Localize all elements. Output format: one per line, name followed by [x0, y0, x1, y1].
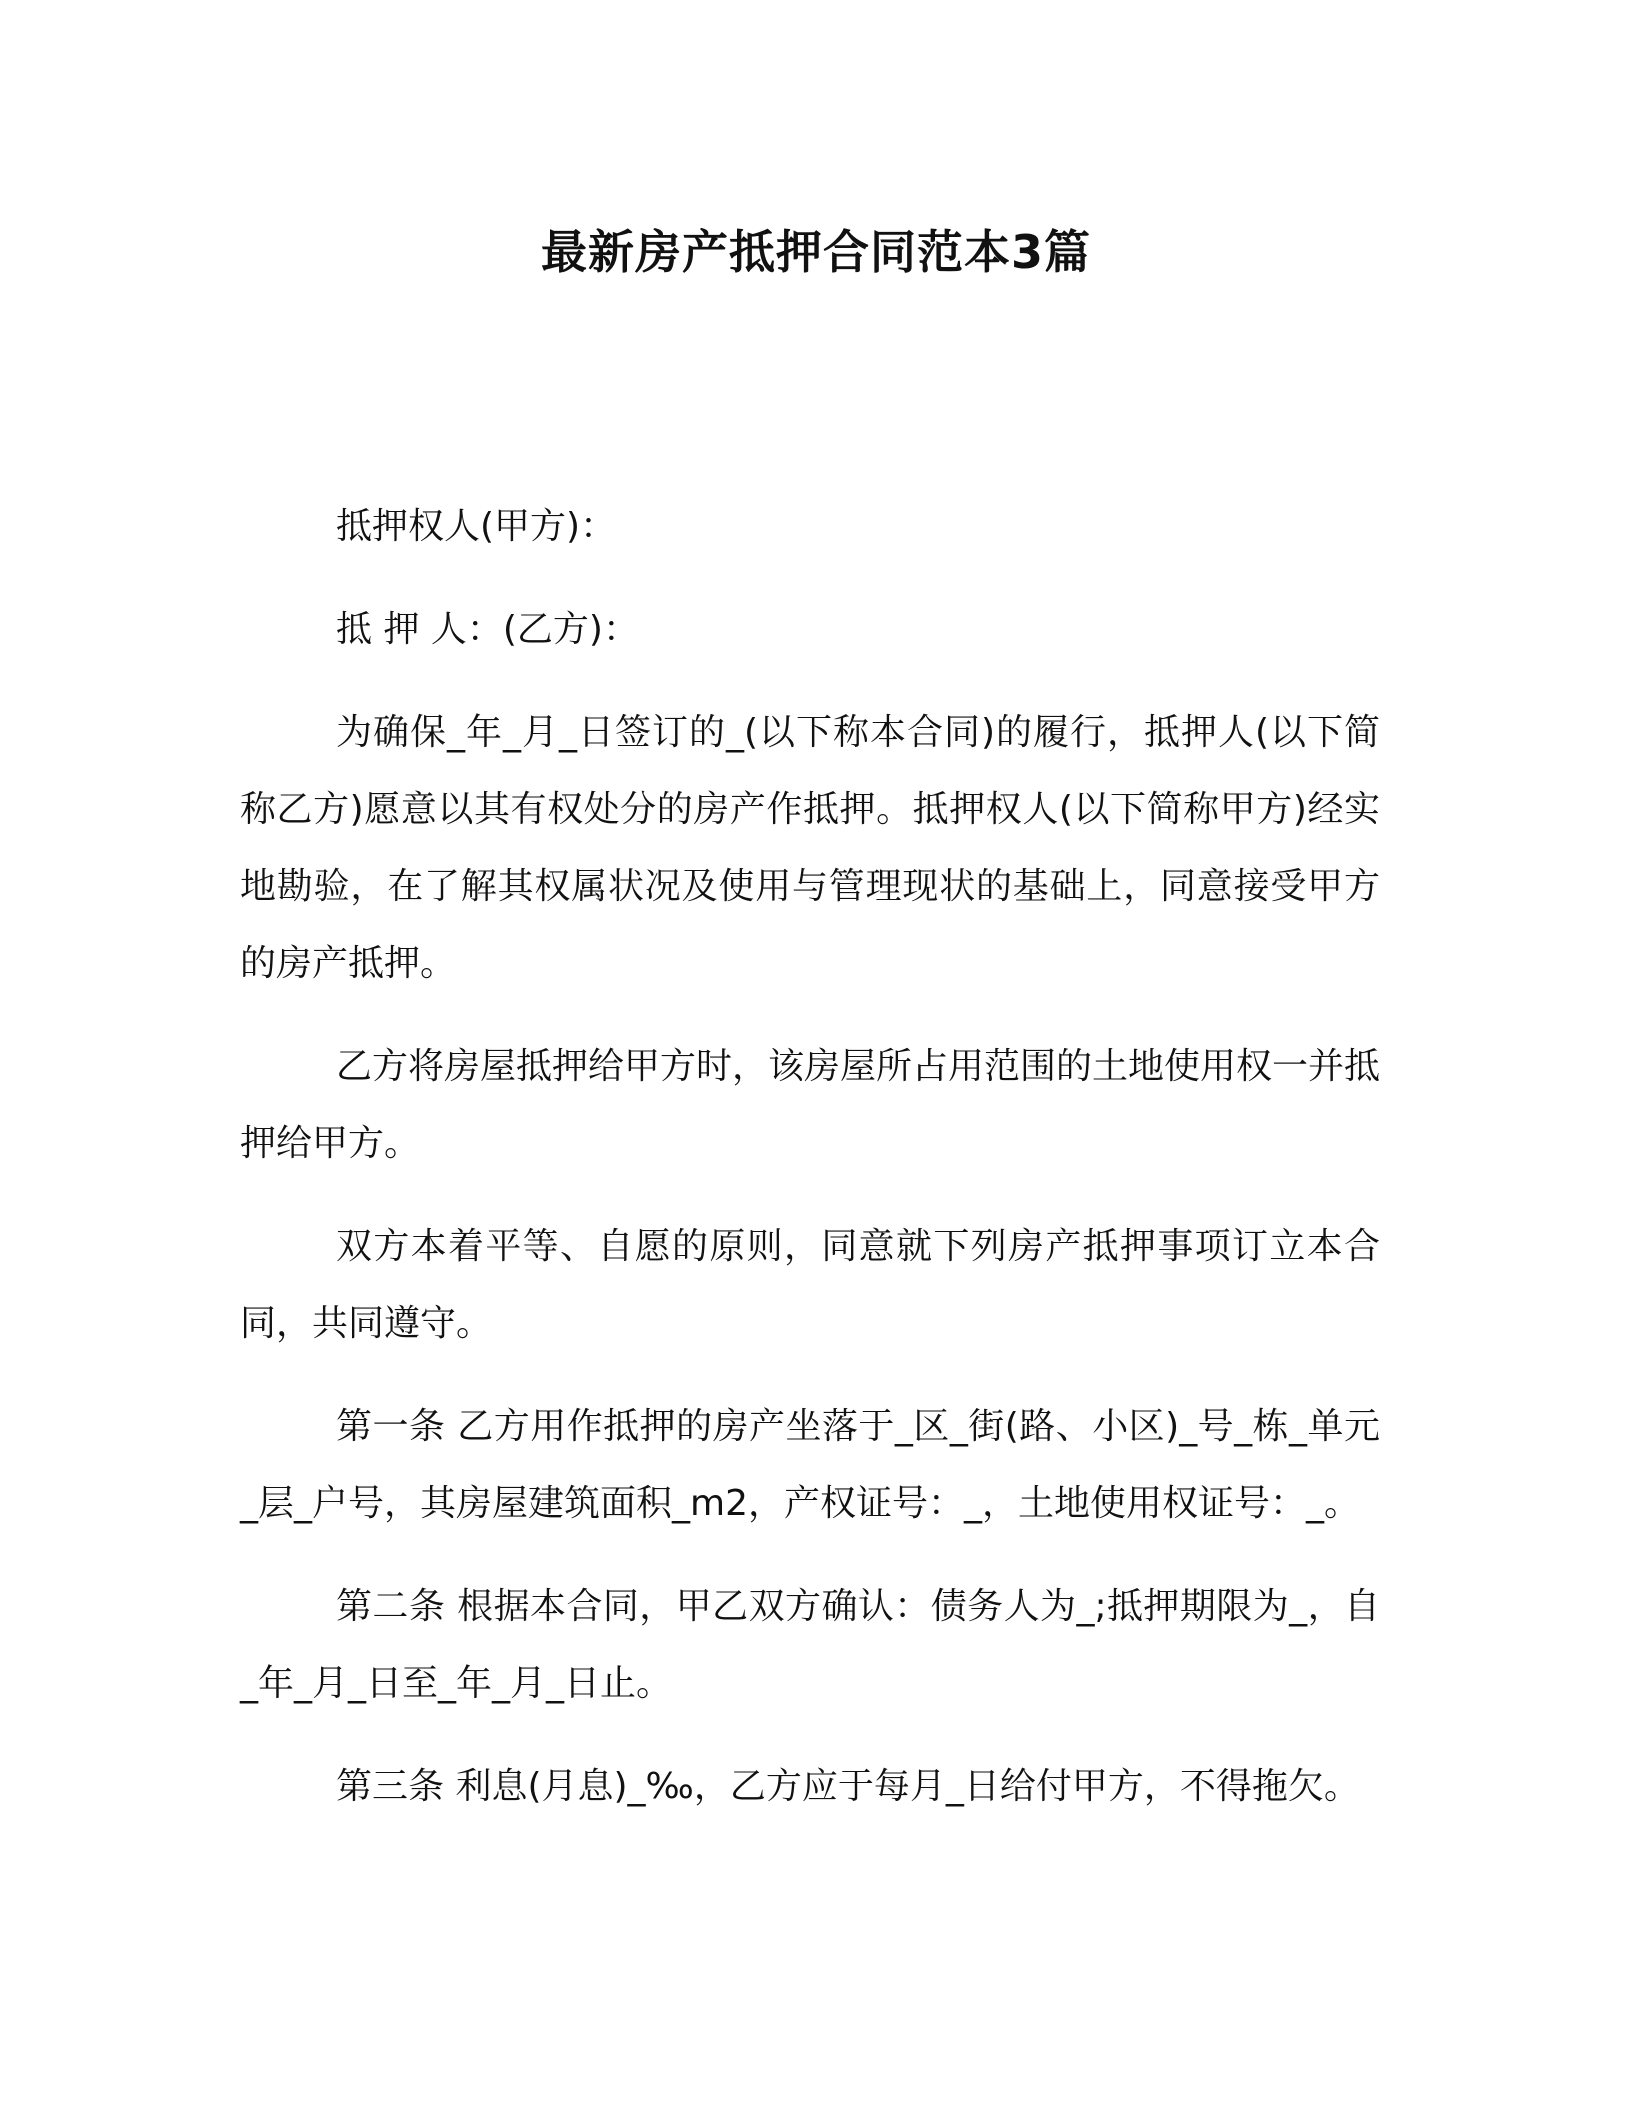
- document-body: [240, 488, 1380, 1851]
- mortgagor-line: 抵 押 人：(乙方)：: [336, 609, 639, 650]
- article-one: 第一条 乙方用作抵押的房产坐落于_区_街(路、小区)_号_栋_单元_层_户号，其房屋建筑面积_m2，产权证号：_，土地使用权证号：_。: [240, 1406, 1380, 1524]
- preamble-paragraph: 为确保_年_月_日签订的_(以下称本合同)的履行，抵押人(以下简称乙方)愿意以其有权处分的房产作抵押。抵押权人(以下简称甲方)经实地勘验，在了解其权属状况及使用与管理现状的基础上，同意接受甲方的房产抵押。: [240, 712, 1380, 984]
- article-two: 第二条 根据本合同，甲乙双方确认：债务人为_;抵押期限为_，自_年_月_日至_年_月_日止。: [240, 1586, 1380, 1704]
- article-three: 第三条 利息(月息)_‰，乙方应于每月_日给付甲方，不得拖欠。: [336, 1766, 1360, 1807]
- land-use-paragraph: 乙方将房屋抵押给甲方时，该房屋所占用范围的土地使用权一并抵押给甲方。: [240, 1046, 1381, 1164]
- principle-paragraph: 双方本着平等、自愿的原则，同意就下列房产抵押事项订立本合同，共同遵守。: [240, 1226, 1380, 1344]
- mortgagee-line: 抵押权人(甲方)：: [336, 506, 617, 547]
- document-title: 最新房产抵押合同范本3篇: [540, 225, 1091, 279]
